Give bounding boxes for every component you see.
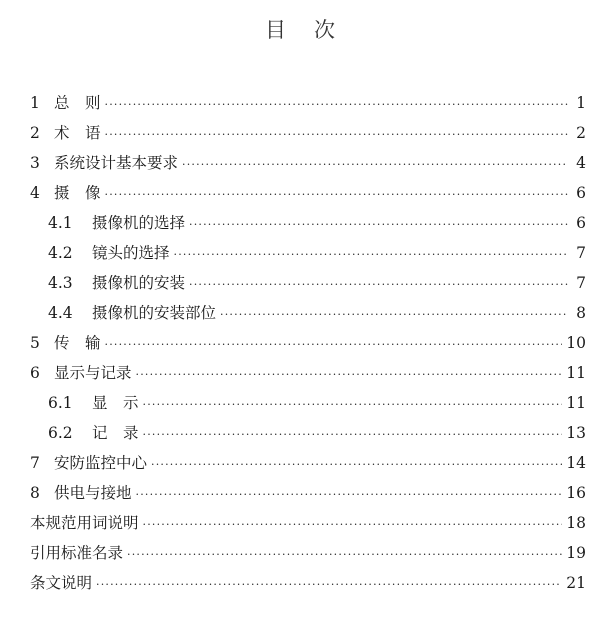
- toc-entry-page: 2: [576, 124, 586, 142]
- toc-entry-label: 摄像机的安装: [92, 274, 186, 292]
- leader-dots: [182, 150, 568, 180]
- leader-dots: [105, 330, 563, 360]
- page-title: [0, 14, 600, 44]
- toc-entry-page: 6: [576, 184, 586, 202]
- toc-entry-4-2[interactable]: [48, 238, 586, 268]
- leader-dots: [189, 270, 568, 300]
- leader-dots: [151, 450, 562, 480]
- leader-dots: [143, 510, 563, 540]
- toc-entry-label: 摄像机的选择: [92, 214, 186, 232]
- toc-entry-number: 5: [30, 334, 40, 352]
- toc-entry-4[interactable]: [30, 178, 586, 208]
- toc-entry-number: 6.2: [48, 424, 73, 442]
- toc-entry-terms-explanation[interactable]: [30, 508, 586, 538]
- toc-entry-label: 记 录: [92, 424, 139, 442]
- toc-entry-page: 14: [566, 454, 586, 472]
- toc-entry-number: 2: [30, 124, 40, 142]
- leader-dots: [127, 540, 562, 570]
- toc-entry-label: 系统设计基本要求: [54, 154, 179, 172]
- toc-entry-page: 19: [566, 544, 586, 562]
- toc-entry-label: 引用标准名录: [30, 544, 124, 562]
- leader-dots: [174, 240, 568, 270]
- toc-entry-label: 镜头的选择: [92, 244, 170, 262]
- toc-entry-label: 术 语: [54, 124, 101, 142]
- toc-entry-4-4[interactable]: [48, 298, 586, 328]
- toc-entry-number: 4.2: [48, 244, 73, 262]
- leader-dots: [136, 360, 563, 390]
- toc-entry-page: 13: [566, 424, 586, 442]
- toc-entry-4-1[interactable]: [48, 208, 586, 238]
- leader-dots: [105, 120, 568, 150]
- toc-entry-page: 8: [576, 304, 586, 322]
- title-char-2: 次: [314, 18, 335, 42]
- toc-entry-page: 7: [576, 274, 586, 292]
- leader-dots: [220, 300, 568, 330]
- toc-entry-label: 总 则: [54, 94, 101, 112]
- toc-entry-label: 摄像机的安装部位: [92, 304, 217, 322]
- toc-entry-page: 4: [576, 154, 586, 172]
- toc-entry-page: 16: [566, 484, 586, 502]
- toc-entry-page: 6: [576, 214, 586, 232]
- toc-entry-number: 4.3: [48, 274, 73, 292]
- toc-entry-number: 7: [30, 454, 40, 472]
- toc-entry-1[interactable]: [30, 88, 586, 118]
- toc-entry-number: 8: [30, 484, 40, 502]
- leader-dots: [105, 180, 568, 210]
- leader-dots: [143, 420, 563, 450]
- toc-entry-3[interactable]: [30, 148, 586, 178]
- toc-entry-page: 10: [566, 334, 586, 352]
- leader-dots: [189, 210, 568, 240]
- toc-entry-6-1[interactable]: [48, 388, 586, 418]
- toc-entry-referenced-standards[interactable]: [30, 538, 586, 568]
- toc-entry-page: 21: [566, 574, 586, 592]
- toc-entry-page: 11: [566, 394, 586, 412]
- toc-entry-number: 6: [30, 364, 40, 382]
- leader-dots: [136, 480, 563, 510]
- toc-entry-6-2[interactable]: [48, 418, 586, 448]
- toc-entry-number: 4.4: [48, 304, 73, 322]
- toc-entry-label: 安防监控中心: [54, 454, 148, 472]
- toc-entry-label: 显 示: [92, 394, 139, 412]
- toc-entry-label: 条文说明: [30, 574, 93, 592]
- toc-entry-7[interactable]: [30, 448, 586, 478]
- toc-entry-8[interactable]: [30, 478, 586, 508]
- toc-entry-6[interactable]: [30, 358, 586, 388]
- toc-entry-clause-explanation[interactable]: [30, 568, 586, 598]
- toc-entry-page: 11: [566, 364, 586, 382]
- title-char-1: 目: [265, 18, 286, 42]
- leader-dots: [143, 390, 563, 420]
- toc-entry-number: 3: [30, 154, 40, 172]
- leader-dots: [96, 570, 562, 600]
- toc-entry-number: 4.1: [48, 214, 73, 232]
- toc-entry-label: 传 输: [54, 334, 101, 352]
- toc-entry-page: 1: [576, 94, 586, 112]
- toc-entry-page: 18: [566, 514, 586, 532]
- toc-entry-label: 供电与接地: [54, 484, 132, 502]
- toc-entry-label: 本规范用词说明: [30, 514, 139, 532]
- toc-entry-label: 显示与记录: [54, 364, 132, 382]
- toc-entry-4-3[interactable]: [48, 268, 586, 298]
- toc-entry-number: 4: [30, 184, 40, 202]
- toc-entry-2[interactable]: [30, 118, 586, 148]
- leader-dots: [105, 90, 568, 120]
- toc-entry-number: 1: [30, 94, 40, 112]
- toc-entry-label: 摄 像: [54, 184, 101, 202]
- toc-entry-page: 7: [576, 244, 586, 262]
- toc-entry-5[interactable]: [30, 328, 586, 358]
- toc-entry-number: 6.1: [48, 394, 73, 412]
